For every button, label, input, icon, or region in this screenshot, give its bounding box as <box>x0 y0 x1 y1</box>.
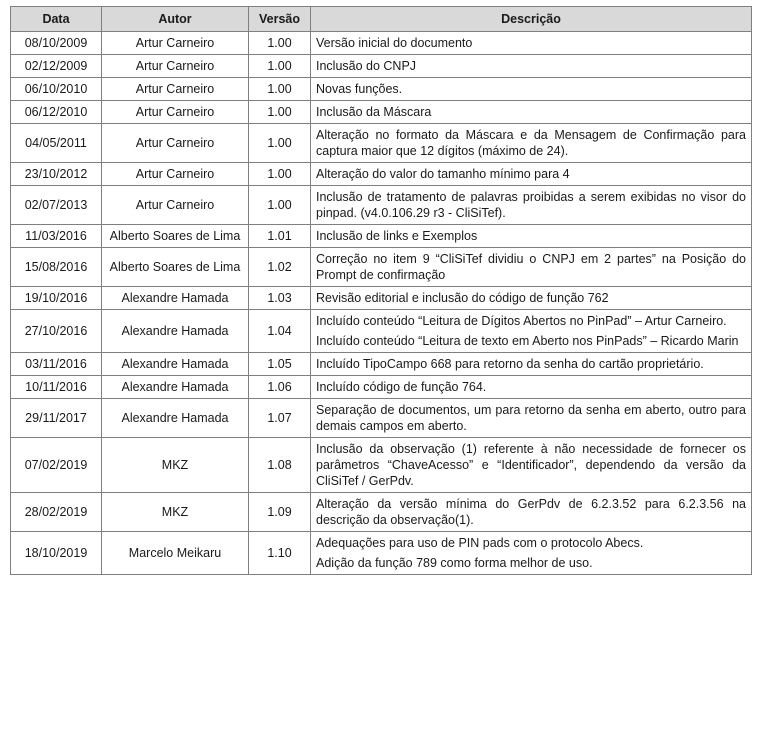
descricao-paragraph: Versão inicial do documento <box>316 36 473 50</box>
descricao-paragraph: Alteração da versão mínima do GerPdv de 6.2.3.52 para 6.2.3.56 na descrição da observação(1). <box>316 497 746 527</box>
cell-data: 18/10/2019 <box>11 532 102 575</box>
table-row <box>11 353 752 376</box>
cell-data: 10/11/2016 <box>11 376 102 399</box>
table-row <box>11 376 752 399</box>
table-body <box>11 32 752 575</box>
table-header-row <box>11 7 752 32</box>
cell-autor: Artur Carneiro <box>102 55 249 78</box>
descricao-paragraph: Revisão editorial e inclusão do código de função 762 <box>316 291 609 305</box>
cell-versao: 1.05 <box>249 353 311 376</box>
cell-descricao <box>311 310 752 353</box>
table-row <box>11 124 752 163</box>
descricao-paragraph: Alteração do valor do tamanho mínimo para 4 <box>316 167 570 181</box>
table-row <box>11 438 752 493</box>
cell-data: 19/10/2016 <box>11 287 102 310</box>
cell-data: 06/12/2010 <box>11 101 102 124</box>
cell-versao: 1.00 <box>249 55 311 78</box>
cell-autor: Marcelo Meikaru <box>102 532 249 575</box>
cell-autor: Alexandre Hamada <box>102 310 249 353</box>
cell-autor: Alexandre Hamada <box>102 287 249 310</box>
descricao-paragraph: Alteração no formato da Máscara e da Mensagem de Confirmação para captura maior que 12 dígitos (máximo de 24). <box>316 128 746 158</box>
cell-descricao <box>311 124 752 163</box>
cell-descricao <box>311 248 752 287</box>
cell-data: 27/10/2016 <box>11 310 102 353</box>
cell-versao: 1.00 <box>249 78 311 101</box>
cell-versao: 1.01 <box>249 225 311 248</box>
cell-data: 11/03/2016 <box>11 225 102 248</box>
cell-versao: 1.04 <box>249 310 311 353</box>
cell-autor: Artur Carneiro <box>102 32 249 55</box>
cell-versao: 1.00 <box>249 32 311 55</box>
cell-descricao <box>311 532 752 575</box>
descricao-paragraph: Inclusão da observação (1) referente à não necessidade de fornecer os parâmetros “ChaveAcesso” e “Identificador”, dependendo da versão da CliSiTef / GerPdv. <box>316 442 746 488</box>
cell-autor: MKZ <box>102 438 249 493</box>
cell-descricao <box>311 186 752 225</box>
header-data: Data <box>11 7 102 32</box>
cell-data: 15/08/2016 <box>11 248 102 287</box>
cell-descricao <box>311 438 752 493</box>
cell-descricao <box>311 32 752 55</box>
descricao-paragraph: Inclusão da Máscara <box>316 105 432 119</box>
revision-history <box>10 6 752 575</box>
cell-descricao <box>311 493 752 532</box>
descricao-paragraph: Incluído código de função 764. <box>316 380 487 394</box>
table-row <box>11 78 752 101</box>
cell-autor: Artur Carneiro <box>102 124 249 163</box>
cell-autor: Artur Carneiro <box>102 163 249 186</box>
cell-autor: Alberto Soares de Lima <box>102 248 249 287</box>
cell-data: 02/07/2013 <box>11 186 102 225</box>
cell-versao: 1.08 <box>249 438 311 493</box>
descricao-paragraph: Incluído conteúdo “Leitura de texto em Aberto nos PinPads” – Ricardo Marin <box>316 334 739 348</box>
descricao-paragraph: Separação de documentos, um para retorno da senha em aberto, outro para demais campos em aberto. <box>316 403 746 433</box>
cell-data: 04/05/2011 <box>11 124 102 163</box>
cell-versao: 1.07 <box>249 399 311 438</box>
table-row <box>11 163 752 186</box>
table-row <box>11 55 752 78</box>
cell-data: 02/12/2009 <box>11 55 102 78</box>
descricao-paragraph: Inclusão de tratamento de palavras proibidas a serem exibidas no visor do pinpad. (v4.0.106.29 r3 - CliSiTef). <box>316 190 746 220</box>
cell-versao: 1.06 <box>249 376 311 399</box>
header-autor: Autor <box>102 7 249 32</box>
cell-descricao <box>311 101 752 124</box>
cell-versao: 1.02 <box>249 248 311 287</box>
cell-descricao <box>311 225 752 248</box>
descricao-paragraph: Novas funções. <box>316 82 403 96</box>
cell-data: 03/11/2016 <box>11 353 102 376</box>
cell-descricao <box>311 78 752 101</box>
cell-versao: 1.00 <box>249 163 311 186</box>
cell-data: 08/10/2009 <box>11 32 102 55</box>
cell-autor: Artur Carneiro <box>102 78 249 101</box>
cell-data: 07/02/2019 <box>11 438 102 493</box>
table-row <box>11 101 752 124</box>
table-row <box>11 399 752 438</box>
table-row <box>11 532 752 575</box>
revision-table <box>10 6 752 575</box>
descricao-paragraph: Correção no item 9 “CliSiTef dividiu o CNPJ em 2 partes” na Posição do Prompt de confirmação <box>316 252 746 282</box>
cell-autor: Alexandre Hamada <box>102 376 249 399</box>
cell-autor: Alexandre Hamada <box>102 353 249 376</box>
cell-descricao <box>311 399 752 438</box>
cell-descricao <box>311 163 752 186</box>
cell-descricao <box>311 376 752 399</box>
cell-autor: Artur Carneiro <box>102 101 249 124</box>
cell-versao: 1.00 <box>249 101 311 124</box>
table-row <box>11 225 752 248</box>
cell-versao: 1.00 <box>249 186 311 225</box>
cell-data: 23/10/2012 <box>11 163 102 186</box>
descricao-paragraph: Incluído TipoCampo 668 para retorno da senha do cartão proprietário. <box>316 357 704 371</box>
cell-autor: Alberto Soares de Lima <box>102 225 249 248</box>
table-row <box>11 186 752 225</box>
cell-autor: Artur Carneiro <box>102 186 249 225</box>
cell-autor: Alexandre Hamada <box>102 399 249 438</box>
table-row <box>11 493 752 532</box>
cell-data: 06/10/2010 <box>11 78 102 101</box>
descricao-paragraph: Incluído conteúdo “Leitura de Dígitos Abertos no PinPad” – Artur Carneiro. <box>316 314 727 328</box>
cell-versao: 1.03 <box>249 287 311 310</box>
table-row <box>11 287 752 310</box>
table-row <box>11 310 752 353</box>
header-versao: Versão <box>249 7 311 32</box>
descricao-paragraph: Inclusão de links e Exemplos <box>316 229 478 243</box>
cell-data: 28/02/2019 <box>11 493 102 532</box>
cell-autor: MKZ <box>102 493 249 532</box>
table-row <box>11 32 752 55</box>
cell-descricao <box>311 353 752 376</box>
descricao-paragraph: Inclusão do CNPJ <box>316 59 417 73</box>
table-row <box>11 248 752 287</box>
cell-descricao <box>311 287 752 310</box>
cell-data: 29/11/2017 <box>11 399 102 438</box>
cell-versao: 1.10 <box>249 532 311 575</box>
descricao-paragraph: Adição da função 789 como forma melhor de uso. <box>316 556 593 570</box>
cell-versao: 1.00 <box>249 124 311 163</box>
descricao-paragraph: Adequações para uso de PIN pads com o protocolo Abecs. <box>316 536 644 550</box>
header-descricao: Descrição <box>311 7 752 32</box>
cell-descricao <box>311 55 752 78</box>
cell-versao: 1.09 <box>249 493 311 532</box>
